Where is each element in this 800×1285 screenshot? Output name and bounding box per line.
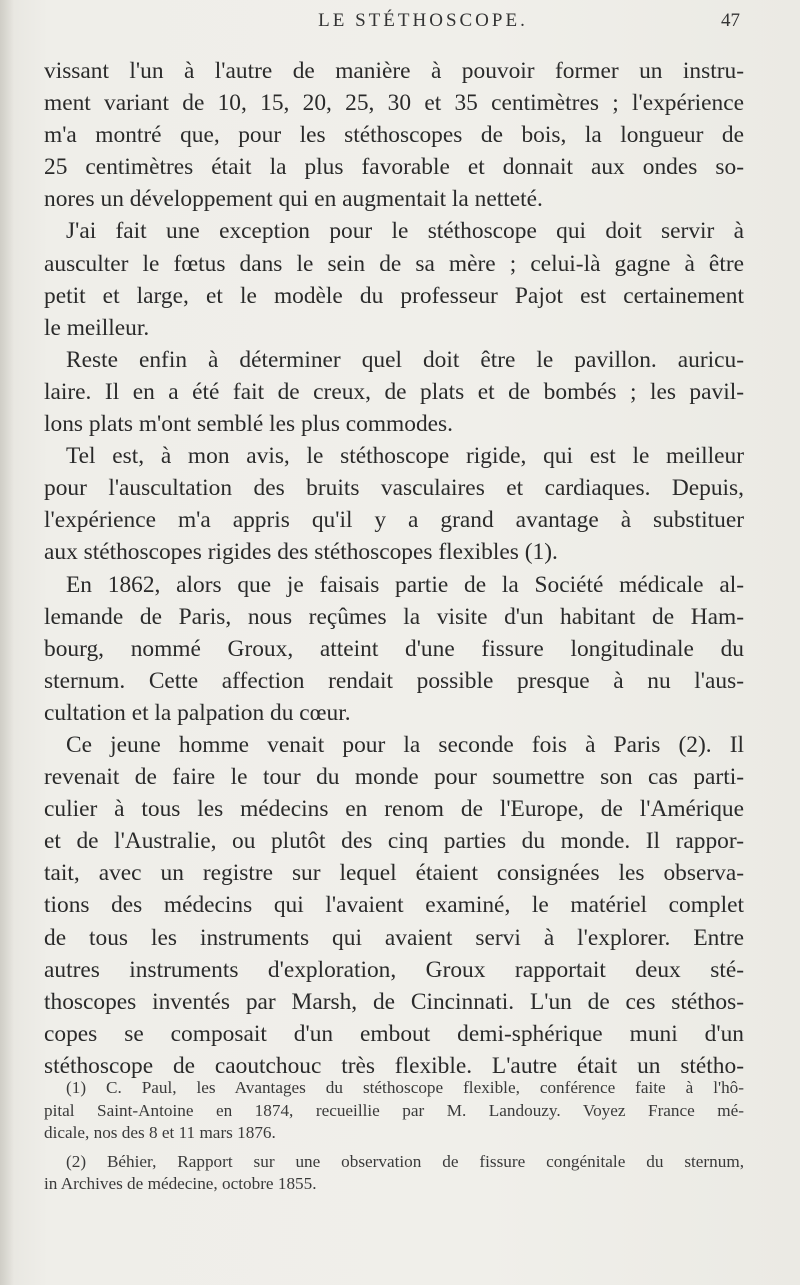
footnote-line: in Archives de médecine, octobre 1855. [44, 1174, 317, 1193]
text-line: sternum. Cette affection rendait possible presque à nu l'aus- [44, 667, 744, 694]
text-line: Tel est, à mon avis, le stéthoscope rigide, qui est le meilleur [66, 443, 744, 470]
text-line: lemande de Paris, nous reçûmes la visite d'un habitant de Ham- [44, 603, 744, 630]
text-line: copes se composait d'un embout demi-sphérique muni d'un [44, 1020, 744, 1047]
text-line: pour l'auscultation des bruits vasculaires et cardiaques. Depuis, [44, 475, 744, 502]
page-number: 47 [721, 10, 740, 31]
text-line: tait, avec un registre sur lequel étaient consignées les observa- [44, 860, 744, 887]
text-line: tions des médecins qui l'avaient examiné, le matériel complet [44, 892, 744, 919]
text-line: ment variant de 10, 15, 20, 25, 30 et 35 centimètres ; l'expérience [44, 90, 744, 117]
text-line: stéthoscope de caoutchouc très flexible. L'autre était un stétho- [44, 1052, 744, 1079]
text-line: et de l'Australie, ou plutôt des cinq parties du monde. Il rappor- [44, 828, 744, 855]
footnote-line: dicale, nos des 8 et 11 mars 1876. [44, 1123, 276, 1142]
text-line: lons plats m'ont semblé les plus commodes. [44, 411, 453, 438]
text-line: petit et large, et le modèle du professeur Pajot est certainement [44, 282, 744, 309]
text-line: laire. Il en a été fait de creux, de plats et de bombés ; les pavil- [44, 378, 744, 405]
text-line: bourg, nommé Groux, atteint d'une fissure longitudinale du [44, 635, 744, 662]
text-line: cultation et la palpation du cœur. [44, 699, 351, 726]
spine-shadow [0, 0, 14, 1285]
running-title: LE STÉTHOSCOPE. [318, 10, 528, 31]
text-line: vissant l'un à l'autre de manière à pouvoir former un instru- [44, 58, 744, 84]
text-line: le meilleur. [44, 314, 150, 341]
text-line: J'ai fait une exception pour le stéthoscope qui doit servir à [66, 218, 744, 245]
text-line: culier à tous les médecins en renom de l'Europe, de l'Amérique [44, 796, 744, 823]
text-line: aux stéthoscopes rigides des stéthoscopes flexibles (1). [44, 539, 558, 566]
text-line: Ce jeune homme venait pour la seconde fois à Paris (2). Il [66, 731, 744, 758]
text-line: nores un développement qui en augmentait la netteté. [44, 186, 543, 213]
footnote-line: pital Saint-Antoine en 1874, recueillie par M. Landouzy. Voyez France mé- [44, 1100, 744, 1120]
text-line: l'expérience m'a appris qu'il y a grand avantage à substituer [44, 507, 744, 534]
text-line: de tous les instruments qui avaient servi à l'explorer. Entre [44, 924, 744, 951]
footnotes [44, 1077, 744, 1196]
footnote-line: (1) C. Paul, les Avantages du stéthoscope flexible, conférence faite à l'hô- [66, 1078, 744, 1097]
footnote-line: (2) Béhier, Rapport sur une observation de fissure congénitale du sternum, [66, 1151, 744, 1171]
text-line: 25 centimètres était la plus favorable et donnait aux ondes so- [44, 154, 744, 181]
text-line: revenait de faire le tour du monde pour soumettre son cas parti- [44, 764, 744, 791]
text-line: thoscopes inventés par Marsh, de Cincinnati. L'un de ces stéthos- [44, 988, 744, 1015]
text-line: ausculter le fœtus dans le sein de sa mère ; celui-là gagne à être [44, 250, 744, 277]
text-line: m'a montré que, pour les stéthoscopes de bois, la longueur de [44, 122, 744, 149]
text-line: En 1862, alors que je faisais partie de la Société médicale al- [66, 571, 744, 598]
body-text [44, 55, 744, 1082]
text-line: Reste enfin à déterminer quel doit être le pavillon. auricu- [66, 346, 744, 373]
page-header [0, 6, 800, 40]
text-line: autres instruments d'exploration, Groux rapportait deux sté- [44, 956, 744, 983]
